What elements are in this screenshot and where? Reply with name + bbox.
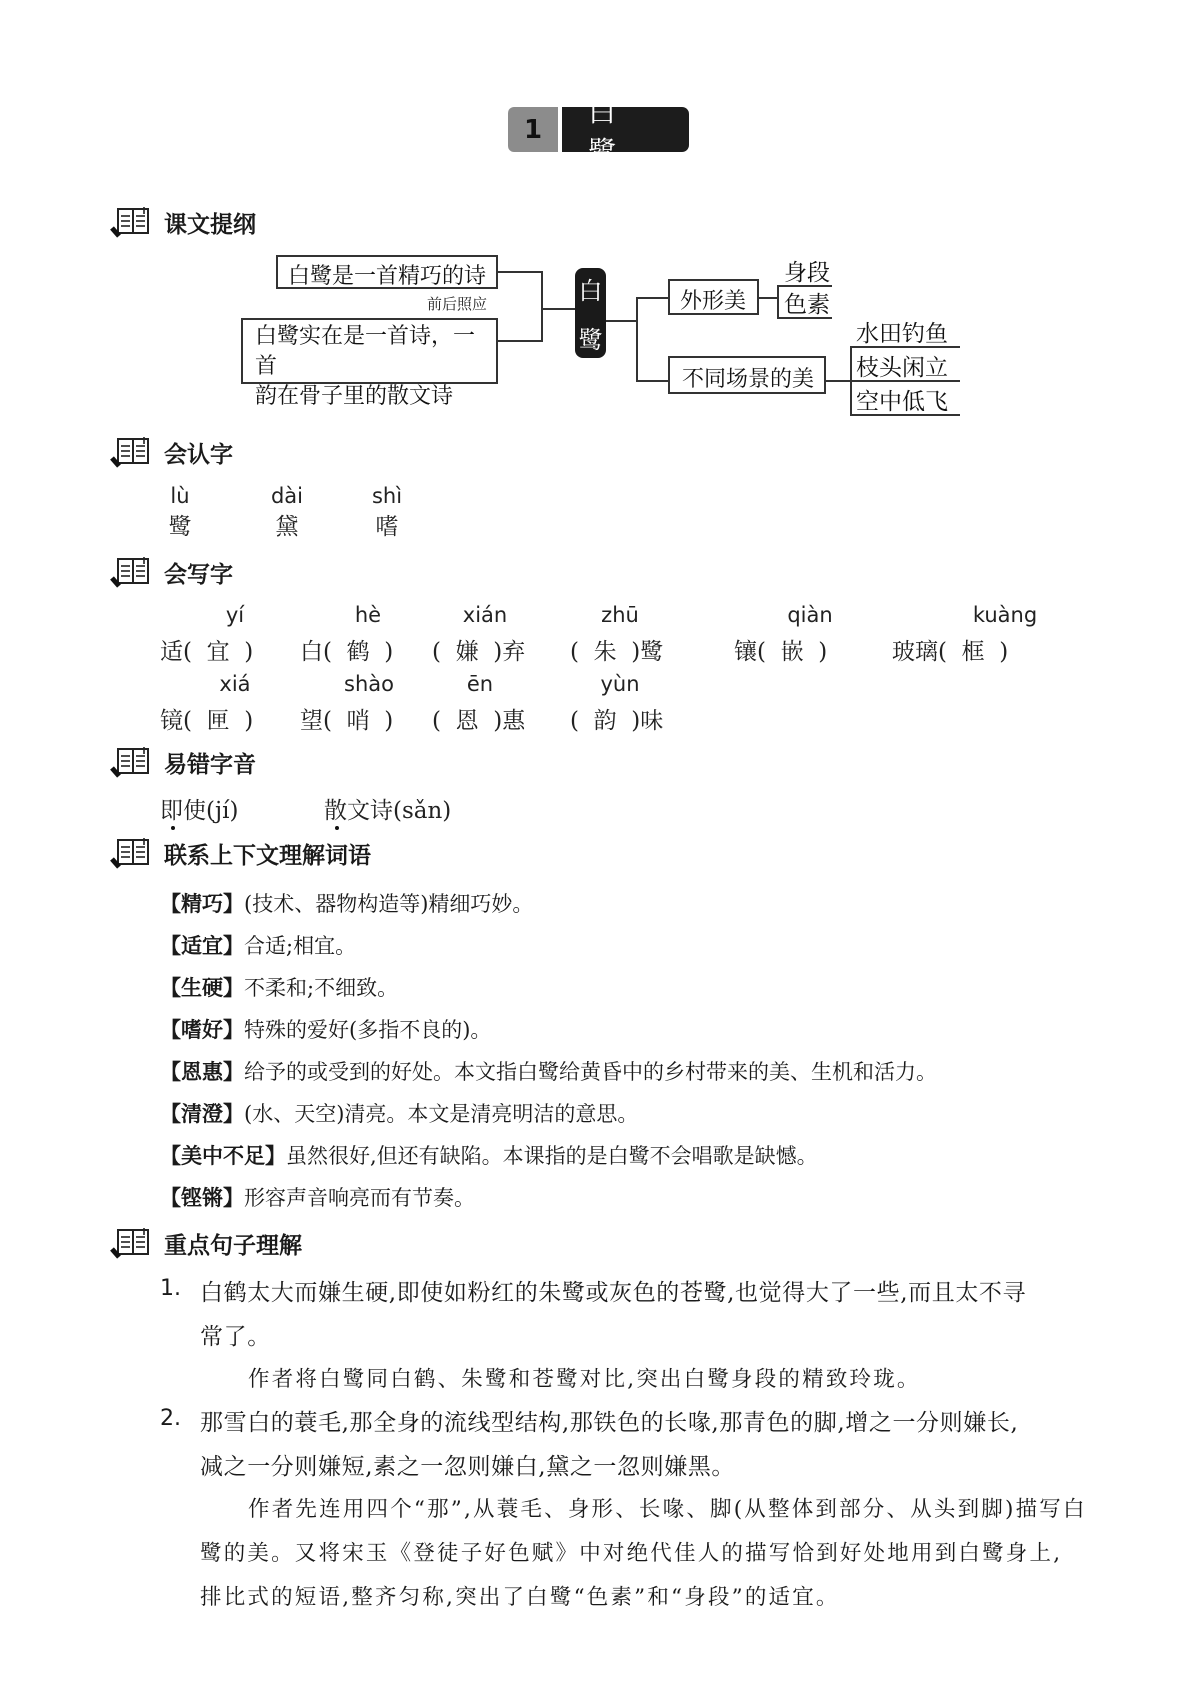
vocab-term: 【美中不足】 <box>160 1144 286 1168</box>
pinyin: yùn <box>600 672 640 696</box>
mindmap-leaf: 枝头闲立 <box>856 355 948 381</box>
pinyin: xián <box>462 603 508 627</box>
mindmap-node-line: 白鹭实在是一首诗，一首 <box>255 324 476 379</box>
vocab-definition: 形容声音响亮而有节奏。 <box>244 1186 475 1210</box>
emphasis-dot <box>335 826 339 830</box>
vocab-term: 【精巧】 <box>160 892 244 916</box>
book-pen-icon <box>110 556 152 588</box>
connector <box>498 340 543 342</box>
vocab-definition: 不柔和;不细致。 <box>244 976 399 1000</box>
mindmap-center-node <box>575 268 606 358</box>
write-item: 镜( 匣 ) <box>160 708 254 734</box>
analysis-line: 作者先连用四个“那”,从蓑毛、身形、长喙、脚(从整体到部分、从头到脚)描写白 <box>248 1497 1087 1522</box>
analysis-line: 作者将白鹭同白鹤、朱鹭和苍鹭对比,突出白鹭身段的精致玲珑。 <box>248 1367 921 1392</box>
write-item: ( 韵 )味 <box>570 708 664 734</box>
write-item: ( 恩 )惠 <box>432 708 526 734</box>
pronunciation-item: 即使(jí) <box>160 798 239 824</box>
vocab-definition: 虽然很好,但还有缺陷。本课指的是白鹭不会唱歌是缺憾。 <box>286 1144 818 1168</box>
pinyin: ēn <box>466 672 494 696</box>
analysis-line: 排比式的短语,整齐匀称,突出了白鹭“色素”和“身段”的适宜。 <box>200 1585 840 1610</box>
hanzi: 鹭 <box>168 514 192 540</box>
section-header-pronunciation <box>110 745 256 779</box>
mindmap-node-left-bottom <box>241 318 498 409</box>
pinyin: yí <box>225 603 245 627</box>
pinyin: kuàng <box>972 603 1038 627</box>
mindmap-leaf: 身段 <box>784 260 830 286</box>
write-item: 镶( 嵌 ) <box>734 639 828 665</box>
vocab-definition: 给予的或受到的好处。本文指白鹭给黄昏中的乡村带来的美、生机和活力。 <box>244 1060 937 1084</box>
pinyin: xiá <box>219 672 251 696</box>
sentence-line: 常了。 <box>200 1324 271 1350</box>
section-title: 课文提纲 <box>164 211 256 238</box>
vocab-entry <box>160 930 356 960</box>
section-header-outline <box>110 205 256 239</box>
center-char: 白 <box>578 277 603 305</box>
emphasis-dot <box>171 826 175 830</box>
connector <box>636 297 668 299</box>
section-header-write <box>110 555 233 589</box>
sentence-number: 1. <box>160 1276 181 1301</box>
pinyin: lù <box>170 484 190 508</box>
vocab-entry <box>160 1014 491 1044</box>
section-header-sentences <box>110 1226 302 1260</box>
book-pen-icon <box>110 746 152 778</box>
connector <box>759 297 777 299</box>
pinyin: shào <box>344 672 394 696</box>
section-title: 联系上下文理解词语 <box>164 842 371 869</box>
connector <box>606 320 636 322</box>
mindmap-node-scenes: 不同场景的美 <box>668 356 826 394</box>
center-char: 鹭 <box>578 326 603 354</box>
vocab-definition: 特殊的爱好(多指不良的)。 <box>244 1018 492 1042</box>
write-item: 望( 哨 ) <box>300 708 394 734</box>
mindmap-node-left-top: 白鹭是一首精巧的诗 <box>276 255 498 289</box>
pinyin: hè <box>354 603 382 627</box>
vocab-entry <box>160 888 533 918</box>
section-header-recognize <box>110 435 233 469</box>
analysis-line: 鹭的美。又将宋玉《登徒子好色赋》中对绝代佳人的描写恰到好处地用到白鹭身上, <box>200 1541 1063 1566</box>
mindmap-note: 前后照应 <box>427 295 488 313</box>
write-item: 玻璃( 框 ) <box>892 639 1009 665</box>
vocab-entry <box>160 972 398 1002</box>
connector <box>498 271 543 273</box>
book-pen-icon <box>110 206 152 238</box>
vocab-entry <box>160 1056 937 1086</box>
pronunciation-item: 散文诗(sǎn) <box>324 798 452 824</box>
connector <box>541 271 543 342</box>
sentence-line: 那雪白的蓑毛,那全身的流线型结构,那铁色的长喙,那青色的脚,增之一分则嫌长, <box>200 1410 1019 1436</box>
connector <box>541 308 575 310</box>
vocab-entry <box>160 1098 638 1128</box>
connector <box>777 285 779 318</box>
hanzi: 嗜 <box>375 514 399 540</box>
book-pen-icon <box>110 436 152 468</box>
section-title: 会写字 <box>164 561 233 588</box>
mindmap-leaf: 水田钓鱼 <box>856 321 948 347</box>
vocab-term: 【嗜好】 <box>160 1018 244 1042</box>
lesson-title <box>508 94 689 168</box>
write-item: 白( 鹤 ) <box>300 639 394 665</box>
book-pen-icon <box>110 1227 152 1259</box>
recognize-item <box>367 484 407 541</box>
pinyin: dài <box>270 484 304 508</box>
vocab-entry <box>160 1182 475 1212</box>
vocab-term: 【适宜】 <box>160 934 244 958</box>
mindmap-leaf: 色素 <box>784 292 830 318</box>
pinyin: zhū <box>601 603 639 627</box>
vocab-term: 【恩惠】 <box>160 1060 244 1084</box>
mindmap-node-line: 韵在骨子里的散文诗 <box>255 384 454 409</box>
sentence-line: 白鹤太大而嫌生硬,即使如粉红的朱鹭或灰色的苍鹭,也觉得大了一些,而且太不寻 <box>200 1280 1027 1306</box>
section-title: 易错字音 <box>164 751 256 778</box>
vocab-term: 【铿锵】 <box>160 1186 244 1210</box>
write-item: ( 嫌 )弃 <box>432 639 526 665</box>
recognize-item <box>262 484 312 541</box>
section-title: 重点句子理解 <box>164 1232 302 1259</box>
lesson-title-text: 白鹭 <box>562 107 689 152</box>
vocab-definition: 合适;相宜。 <box>244 934 357 958</box>
pinyin: shì <box>371 484 403 508</box>
section-header-vocabulary <box>110 836 371 870</box>
vocab-entry <box>160 1140 818 1170</box>
recognize-item <box>160 484 200 541</box>
sentence-number: 2. <box>160 1406 181 1431</box>
write-item: 适( 宜 ) <box>160 639 254 665</box>
connector <box>636 380 668 382</box>
vocab-term: 【生硬】 <box>160 976 244 1000</box>
vocab-term: 【清澄】 <box>160 1102 244 1126</box>
hanzi: 黛 <box>275 514 299 540</box>
write-item: ( 朱 )鹭 <box>570 639 664 665</box>
vocab-definition: (技术、器物构造等)精细巧妙。 <box>244 892 534 916</box>
lesson-number: 1 <box>508 107 558 152</box>
mindmap-node-appearance: 外形美 <box>668 279 759 315</box>
mindmap-leaf: 空中低飞 <box>856 389 948 415</box>
connector <box>826 380 850 382</box>
pinyin: qiàn <box>787 603 833 627</box>
connector <box>636 297 638 382</box>
sentence-line: 减之一分则嫌短,素之一忽则嫌白,黛之一忽则嫌黑。 <box>200 1454 736 1480</box>
section-title: 会认字 <box>164 441 233 468</box>
vocab-definition: (水、天空)清亮。本文是清亮明洁的意思。 <box>244 1102 639 1126</box>
book-pen-icon <box>110 837 152 869</box>
